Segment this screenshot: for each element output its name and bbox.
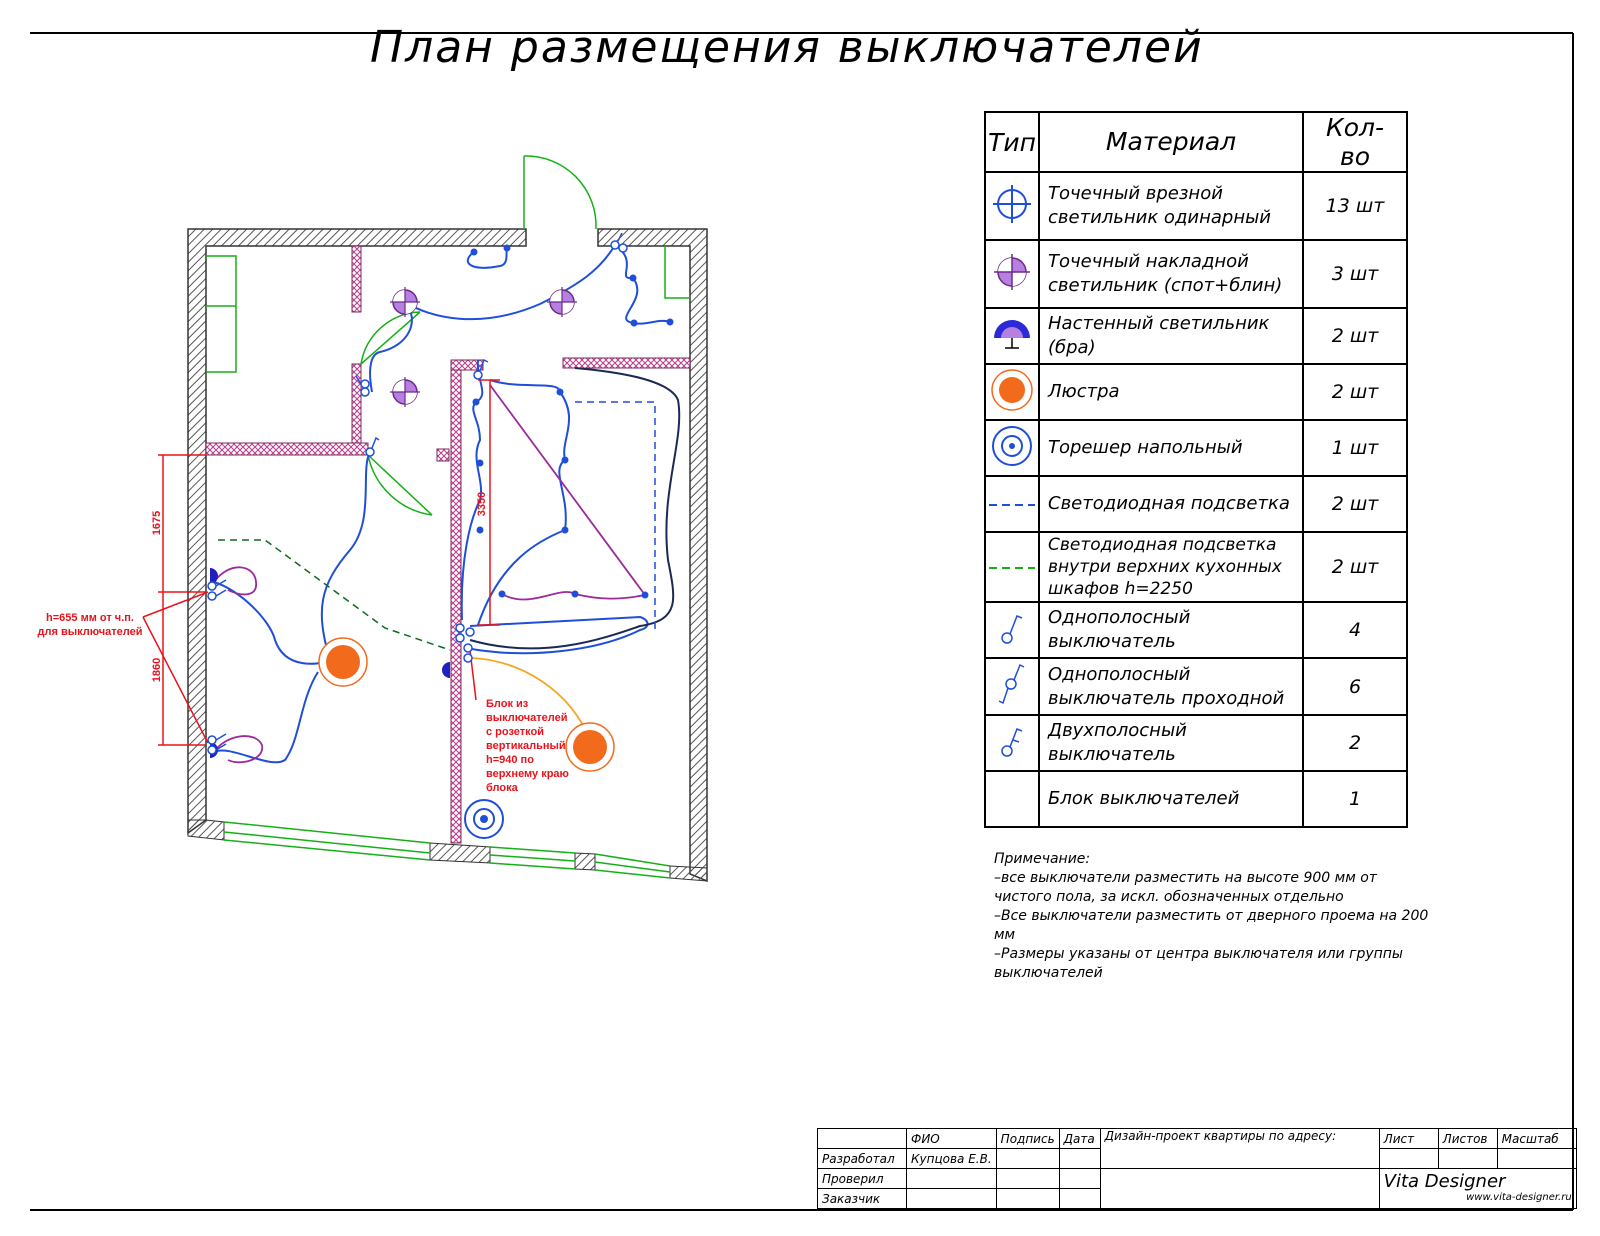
note-item: –Размеры указаны от центра выключателя или группы выключателей	[994, 946, 1408, 981]
wiring	[214, 245, 670, 762]
switch-block-label-line: h=940 по	[486, 754, 534, 766]
led-strip-green-icon	[985, 532, 1039, 602]
single-switch-icon	[985, 602, 1039, 658]
legend-material: Точечный врезной светильник одинарный	[1039, 172, 1303, 240]
stamp-fio: ФИО	[907, 1129, 997, 1149]
stamp-sign: Подпись	[996, 1129, 1059, 1149]
stamp-customer: Заказчик	[818, 1189, 907, 1209]
double-switch-icon	[985, 715, 1039, 771]
legend-header-row	[985, 112, 1407, 172]
pass-switch-icon	[985, 658, 1039, 715]
legend-material: Точечный накладной светильник (спот+блин)	[1039, 240, 1303, 308]
legend-row	[985, 658, 1407, 715]
purple-wiring	[214, 385, 645, 762]
legend-qty: 2 шт	[1303, 532, 1407, 602]
legend-qty: 2 шт	[1303, 476, 1407, 532]
legend-qty: 3 шт	[1303, 240, 1407, 308]
stamp-scale: Масштаб	[1497, 1129, 1576, 1149]
height-switch-label-line: для выключателей	[37, 626, 143, 638]
stamp-sheets: Листов	[1438, 1129, 1497, 1149]
led-strip-blue-icon	[985, 476, 1039, 532]
dim-3350: 3350	[476, 491, 488, 517]
title-block	[817, 1128, 1577, 1209]
legend-row	[985, 771, 1407, 827]
outer-walls	[188, 229, 707, 881]
legend-qty: 4	[1303, 602, 1407, 658]
legend-material: Однополосный выключатель проходной	[1039, 658, 1303, 715]
legend-material: Однополосный выключатель	[1039, 602, 1303, 658]
stamp-checked: Проверил	[818, 1169, 907, 1189]
note-item: –Все выключатели разместить от дверного проема на 200 мм	[994, 908, 1433, 943]
legend-header-type: Тип	[985, 112, 1039, 172]
interior-walls	[206, 246, 690, 843]
legend-material: Двухполосный выключатель	[1039, 715, 1303, 771]
stamp-date: Дата	[1059, 1129, 1100, 1149]
legend-row	[985, 476, 1407, 532]
legend-row	[985, 602, 1407, 658]
switch-block-label-line: верхнему краю	[486, 768, 569, 780]
surface-spotlight-icon	[985, 240, 1039, 308]
legend-row	[985, 532, 1407, 602]
notes-title: Примечание:	[994, 851, 1091, 867]
legend-material: Торешер напольный	[1039, 420, 1303, 476]
led-strip-green	[218, 540, 450, 650]
floor-lamp	[465, 800, 503, 838]
legend-material: Настенный светильник (бра)	[1039, 308, 1303, 364]
recessed-spotlight-icon	[985, 172, 1039, 240]
switch-block-label-line: вертикальный	[486, 740, 566, 752]
stamp-project: Дизайн-проект квартиры по адресу:	[1100, 1129, 1379, 1169]
height-switch-label-line: h=655 мм от ч.п.	[46, 612, 134, 624]
page-title: План размещения выключателей	[370, 22, 1204, 73]
switch-block-label-line: выключателей	[486, 712, 568, 724]
legend-qty: 1 шт	[1303, 420, 1407, 476]
legend-row	[985, 715, 1407, 771]
switch-block-cell	[985, 771, 1039, 827]
legend-row	[985, 240, 1407, 308]
wall-sconce-icon	[985, 308, 1039, 364]
chandelier-icon	[985, 364, 1039, 420]
legend-row	[985, 308, 1407, 364]
legend-row	[985, 172, 1407, 240]
legend-qty: 1	[1303, 771, 1407, 827]
dim-1675: 1675	[151, 510, 163, 536]
legend-qty: 2	[1303, 715, 1407, 771]
legend-material: Люстра	[1039, 364, 1303, 420]
legend-header-material: Материал	[1039, 112, 1303, 172]
company-name: Vita Designer	[1383, 1171, 1506, 1192]
switch-block-label-line: с розеткой	[486, 726, 544, 738]
note-item: –все выключатели разместить на высоте 900 мм от чистого пола, за искл. обозначенных отдельно	[994, 870, 1382, 905]
legend-material: Светодиодная подсветка	[1039, 476, 1303, 532]
switch-block-label-line: Блок из	[486, 698, 529, 710]
height-switch-label	[34, 611, 146, 639]
surface-spotlights	[390, 287, 577, 407]
legend-row	[985, 420, 1407, 476]
company-site: www.vita-designer.ru	[1466, 1192, 1572, 1203]
legend-qty: 13 шт	[1303, 172, 1407, 240]
legend-qty: 6	[1303, 658, 1407, 715]
stamp-developed: Разработал	[818, 1149, 907, 1169]
legend-row	[985, 364, 1407, 420]
switch-block-label	[486, 697, 576, 795]
stamp-developer-name: Купцова Е.В.	[907, 1149, 997, 1169]
legend-material: Светодиодная подсветка внутри верхних кухонных шкафов h=2250	[1039, 532, 1303, 602]
kitchen-outline	[470, 368, 679, 648]
legend-qty: 2 шт	[1303, 308, 1407, 364]
notes-block	[994, 850, 1434, 983]
legend-table	[984, 111, 1408, 828]
legend-material: Блок выключателей	[1039, 771, 1303, 827]
switch-block-label-line: блока	[486, 782, 518, 794]
legend-header-qty: Кол-во	[1303, 112, 1407, 172]
dim-1860: 1860	[151, 657, 163, 683]
legend-qty: 2 шт	[1303, 364, 1407, 420]
floor-lamp-icon	[985, 420, 1039, 476]
stamp-sheet: Лист	[1379, 1129, 1438, 1149]
